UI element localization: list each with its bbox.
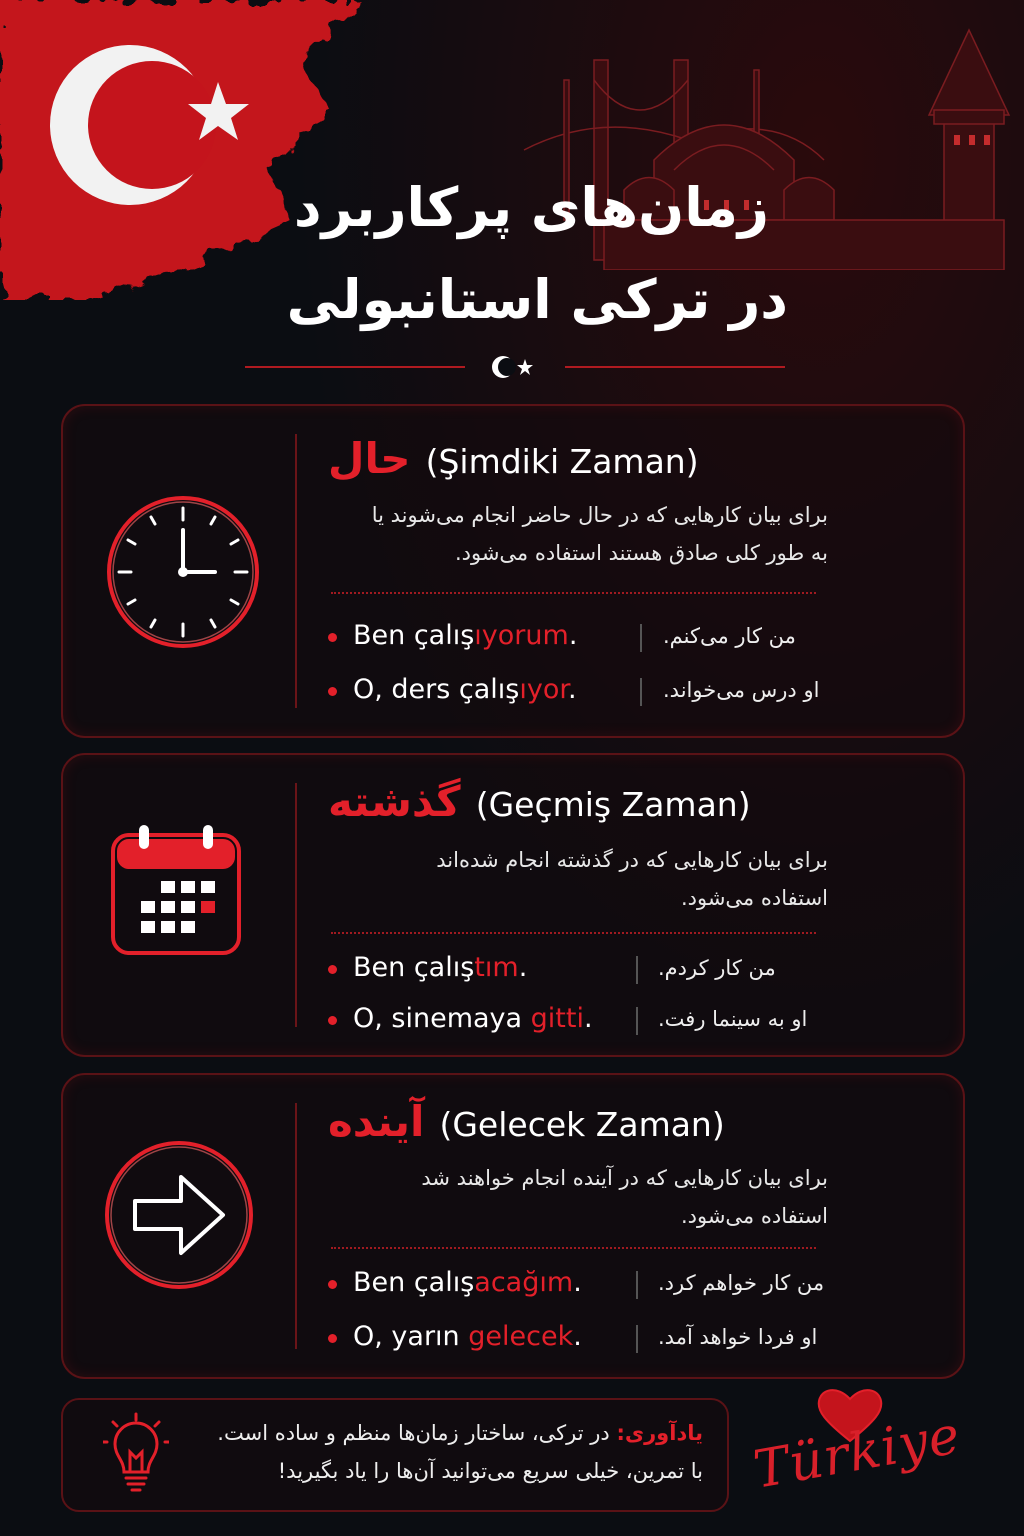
reminder-text [193, 1414, 703, 1490]
tense-heading [328, 1097, 725, 1146]
turkish-flag-brush [0, 0, 380, 300]
tense-description [328, 841, 828, 917]
example-row [328, 674, 888, 714]
dotted-separator [331, 932, 816, 934]
example-separator [636, 1325, 638, 1353]
example-persian: من کار کردم. [658, 956, 776, 980]
example-turkish: O, sinemaya gitti. [353, 1003, 593, 1034]
arrow-right-icon [101, 1137, 257, 1293]
example-row [328, 1267, 888, 1307]
card-divider-line [295, 783, 297, 1027]
tense-name-tr: (Geçmiş Zaman) [475, 785, 751, 824]
description-line: برای بیان کارهایی که در گذشته انجام شده‌اند [436, 848, 828, 872]
example-persian: او به سینما رفت. [658, 1007, 808, 1031]
clock-icon [103, 492, 263, 652]
tense-card-future [61, 1073, 965, 1379]
example-row [328, 952, 888, 992]
description-line: به طور کلی صادق هستند استفاده می‌شود. [454, 541, 828, 565]
reminder-label: یادآوری: [616, 1421, 703, 1445]
tense-card-present [61, 404, 965, 738]
description-line: برای بیان کارهایی که در آینده انجام خواهند شد [421, 1166, 828, 1190]
example-turkish: O, yarın gelecek. [353, 1321, 582, 1352]
example-persian: او فردا خواهد آمد. [658, 1325, 818, 1349]
example-turkish: O, ders çalışıyor. [353, 674, 577, 705]
example-separator [636, 1271, 638, 1299]
example-separator [640, 678, 642, 706]
bullet [328, 687, 337, 696]
title-line-2: در ترکی استانبولی [286, 268, 788, 331]
description-line: استفاده می‌شود. [680, 886, 828, 910]
example-separator [636, 1007, 638, 1035]
description-line: برای بیان کارهایی که در حال حاضر انجام می‌شوند یا [371, 503, 828, 527]
example-row [328, 1321, 888, 1361]
tense-name-fa: حال [328, 434, 411, 483]
tense-heading [328, 777, 751, 826]
example-row [328, 620, 888, 660]
example-persian: من کار خواهم کرد. [658, 1271, 825, 1295]
example-separator [636, 956, 638, 984]
title-divider [245, 355, 785, 379]
dotted-separator [331, 1247, 816, 1249]
bullet [328, 1334, 337, 1343]
bullet [328, 1280, 337, 1289]
title-line-1: زمان‌های پرکاربرد [293, 176, 769, 239]
example-separator [640, 624, 642, 652]
bullet [328, 1016, 337, 1025]
bullet [328, 633, 337, 642]
tense-name-fa: آینده [328, 1097, 425, 1146]
turkiye-wordmark: Türkiye [749, 1405, 965, 1501]
card-divider-line [295, 434, 297, 708]
reminder-line: در ترکی، ساختار زمان‌ها منظم و ساده است. [217, 1421, 610, 1445]
reminder-line: با تمرین، خیلی سریع می‌توانید آن‌ها را یاد بگیرید! [277, 1459, 703, 1483]
bullet [328, 965, 337, 974]
tense-description [328, 496, 828, 572]
reminder-box [61, 1398, 729, 1512]
example-turkish: Ben çalıştım. [353, 952, 528, 983]
example-turkish: Ben çalışacağım. [353, 1267, 582, 1298]
tense-description [328, 1159, 828, 1235]
example-persian: او درس می‌خواند. [663, 678, 820, 702]
dotted-separator [331, 592, 816, 594]
example-turkish: Ben çalışıyorum. [353, 620, 578, 651]
tense-name-fa: گذشته [328, 777, 461, 826]
lightbulb-icon [103, 1412, 169, 1498]
tense-name-tr: (Şimdiki Zaman) [425, 442, 699, 481]
description-line: استفاده می‌شود. [680, 1204, 828, 1228]
calendar-icon [109, 821, 243, 957]
tense-heading [328, 434, 699, 483]
tense-card-past [61, 753, 965, 1057]
example-persian: من کار می‌کنم. [663, 624, 796, 648]
tense-name-tr: (Gelecek Zaman) [439, 1105, 725, 1144]
example-row [328, 1003, 888, 1043]
card-divider-line [295, 1103, 297, 1349]
turkiye-logo [745, 1385, 975, 1515]
